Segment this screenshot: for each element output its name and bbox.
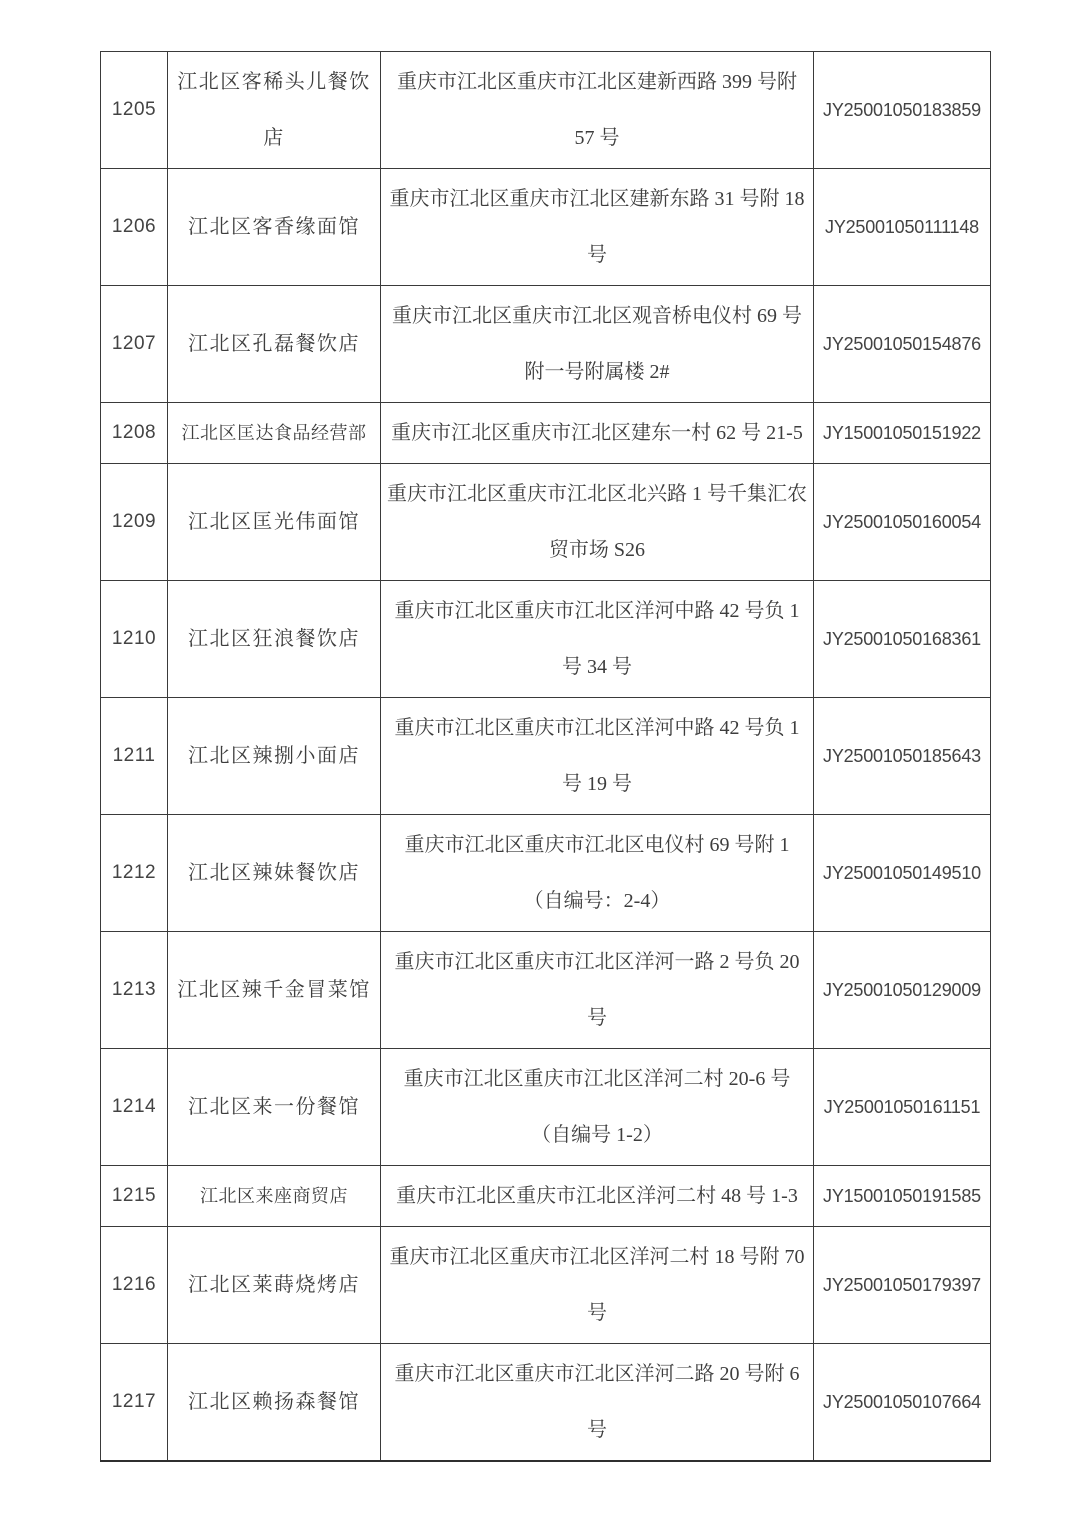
table-body <box>101 52 991 1462</box>
business-address-cell: 重庆市江北区重庆市江北区洋河二路 20 号附 6 号 <box>381 1344 814 1462</box>
business-license-table <box>100 51 991 1462</box>
business-address-cell: 重庆市江北区重庆市江北区洋河二村 18 号附 70 号 <box>381 1227 814 1344</box>
row-index-cell: 1213 <box>101 932 168 1049</box>
table-row <box>101 698 991 815</box>
table-row <box>101 1166 991 1227</box>
table-row <box>101 52 991 169</box>
row-index-cell: 1208 <box>101 403 168 464</box>
license-number-cell: JY25001050185643 <box>814 698 991 815</box>
row-index-cell: 1210 <box>101 581 168 698</box>
license-number-cell: JY25001050111148 <box>814 169 991 286</box>
row-index-cell: 1206 <box>101 169 168 286</box>
license-number-cell: JY25001050149510 <box>814 815 991 932</box>
business-name-cell: 江北区狂浪餐饮店 <box>168 581 381 698</box>
business-address-cell: 重庆市江北区重庆市江北区洋河二村 20-6 号（自编号 1-2） <box>381 1049 814 1166</box>
license-number-cell: JY25001050154876 <box>814 286 991 403</box>
business-name-cell: 江北区客稀头儿餐饮店 <box>168 52 381 169</box>
business-name-cell: 江北区赖扬森餐馆 <box>168 1344 381 1462</box>
license-number-cell: JY15001050151922 <box>814 403 991 464</box>
business-address-cell: 重庆市江北区重庆市江北区洋河一路 2 号负 20 号 <box>381 932 814 1049</box>
license-number-cell: JY25001050168361 <box>814 581 991 698</box>
business-address-cell: 重庆市江北区重庆市江北区电仪村 69 号附 1（自编号：2-4） <box>381 815 814 932</box>
table-row <box>101 286 991 403</box>
business-address-cell: 重庆市江北区重庆市江北区洋河中路 42 号负 1 号 19 号 <box>381 698 814 815</box>
business-address-cell: 重庆市江北区重庆市江北区建东一村 62 号 21-5 <box>381 403 814 464</box>
business-name-cell: 江北区辣妹餐饮店 <box>168 815 381 932</box>
business-address-cell: 重庆市江北区重庆市江北区洋河二村 48 号 1-3 <box>381 1166 814 1227</box>
license-number-cell: JY25001050160054 <box>814 464 991 581</box>
license-number-cell: JY25001050183859 <box>814 52 991 169</box>
table-row <box>101 403 991 464</box>
business-address-cell: 重庆市江北区重庆市江北区洋河中路 42 号负 1 号 34 号 <box>381 581 814 698</box>
business-name-cell: 江北区孔磊餐饮店 <box>168 286 381 403</box>
business-address-cell: 重庆市江北区重庆市江北区建新东路 31 号附 18 号 <box>381 169 814 286</box>
business-name-cell: 江北区辣捌小面店 <box>168 698 381 815</box>
table-row <box>101 932 991 1049</box>
table-row <box>101 581 991 698</box>
table-row <box>101 815 991 932</box>
table-row <box>101 464 991 581</box>
license-number-cell: JY25001050161151 <box>814 1049 991 1166</box>
business-name-cell: 江北区来座商贸店 <box>168 1166 381 1227</box>
table-row <box>101 169 991 286</box>
license-number-cell: JY15001050191585 <box>814 1166 991 1227</box>
business-name-cell: 江北区匡光伟面馆 <box>168 464 381 581</box>
business-name-cell: 江北区来一份餐馆 <box>168 1049 381 1166</box>
license-number-cell: JY25001050179397 <box>814 1227 991 1344</box>
business-address-cell: 重庆市江北区重庆市江北区建新西路 399 号附 57 号 <box>381 52 814 169</box>
business-address-cell: 重庆市江北区重庆市江北区北兴路 1 号千集汇农贸市场 S26 <box>381 464 814 581</box>
license-number-cell: JY25001050107664 <box>814 1344 991 1462</box>
business-address-cell: 重庆市江北区重庆市江北区观音桥电仪村 69 号附一号附属楼 2# <box>381 286 814 403</box>
table-row <box>101 1049 991 1166</box>
row-index-cell: 1209 <box>101 464 168 581</box>
table-row <box>101 1344 991 1462</box>
row-index-cell: 1215 <box>101 1166 168 1227</box>
row-index-cell: 1205 <box>101 52 168 169</box>
business-name-cell: 江北区莱蒔烧烤店 <box>168 1227 381 1344</box>
table-row <box>101 1227 991 1344</box>
row-index-cell: 1207 <box>101 286 168 403</box>
business-name-cell: 江北区辣千金冒菜馆 <box>168 932 381 1049</box>
row-index-cell: 1214 <box>101 1049 168 1166</box>
business-name-cell: 江北区客香缘面馆 <box>168 169 381 286</box>
row-index-cell: 1217 <box>101 1344 168 1462</box>
row-index-cell: 1211 <box>101 698 168 815</box>
business-name-cell: 江北区匡达食品经营部 <box>168 403 381 464</box>
row-index-cell: 1216 <box>101 1227 168 1344</box>
license-number-cell: JY25001050129009 <box>814 932 991 1049</box>
row-index-cell: 1212 <box>101 815 168 932</box>
